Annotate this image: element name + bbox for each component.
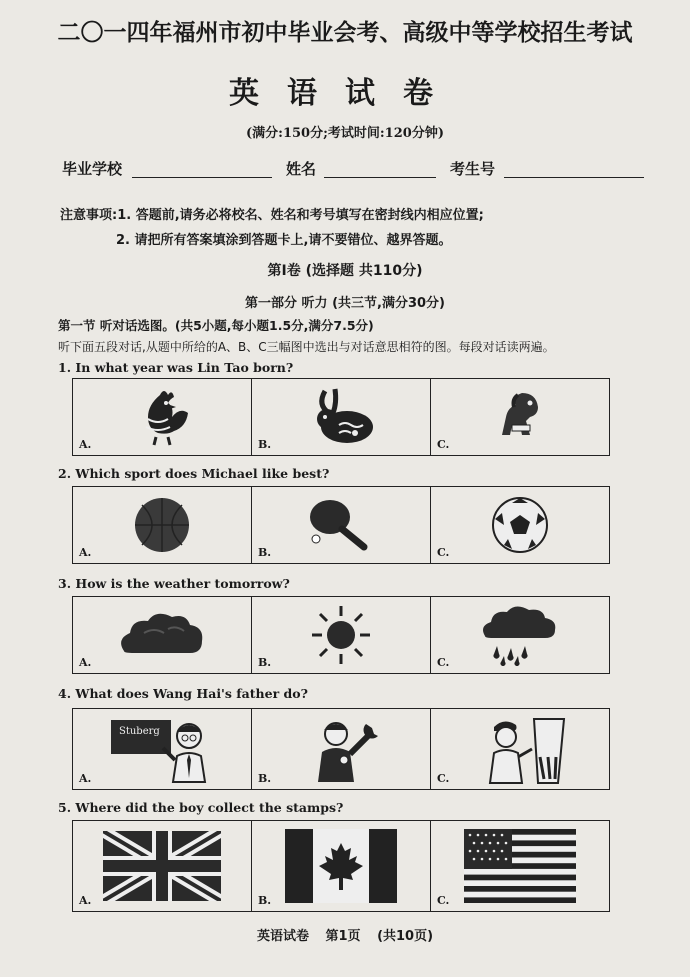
option-label: B. <box>258 772 272 785</box>
option-label: A. <box>79 546 92 559</box>
note-line-1: 注意事项:1. 答题前,请务必将校名、姓名和考号填写在密封线内相应位置; <box>60 208 484 223</box>
option-c[interactable] <box>431 709 609 789</box>
option-label: A. <box>79 894 92 907</box>
question-5-options <box>72 820 610 912</box>
option-label: A. <box>79 438 92 451</box>
soccer-ball-icon <box>490 495 550 555</box>
question-2: 2. Which sport does Michael like best? <box>58 466 330 481</box>
exam-no-field[interactable] <box>504 177 644 178</box>
section-title: 第一部分 听力 (共三节,满分30分) <box>245 296 445 311</box>
name-label: 姓名 <box>286 160 317 178</box>
part1-title: 第Ⅰ卷 (选择题 共110分) <box>267 263 423 279</box>
ping-pong-paddle-icon <box>306 497 376 553</box>
option-c[interactable] <box>431 597 609 673</box>
question-4: 4. What does Wang Hai's father do? <box>58 686 308 701</box>
option-label: B. <box>258 546 272 559</box>
question-1-options <box>72 378 610 456</box>
option-b[interactable] <box>252 487 431 563</box>
rain-cloud-icon <box>477 604 563 666</box>
name-field[interactable] <box>324 177 436 178</box>
sun-icon <box>310 604 372 666</box>
question-2-options <box>72 486 610 564</box>
question-5: 5. Where did the boy collect the stamps? <box>58 800 344 815</box>
option-b[interactable] <box>252 379 431 455</box>
board-text: Stuberg <box>119 726 160 737</box>
option-label: B. <box>258 656 272 669</box>
option-a[interactable] <box>73 597 252 673</box>
question-1: 1. In what year was Lin Tao born? <box>58 360 294 375</box>
score-info: (满分:150分;考试时间:120分钟) <box>246 126 444 141</box>
option-label: B. <box>258 438 272 451</box>
school-field[interactable] <box>132 177 272 178</box>
option-c[interactable] <box>431 379 609 455</box>
exam-title: 二〇一四年福州市初中毕业会考、高级中等学校招生考试 <box>57 20 633 46</box>
paper-subtitle: 英语试卷 <box>229 76 461 111</box>
exam-no-label: 考生号 <box>450 160 496 178</box>
option-label: A. <box>79 772 92 785</box>
school-label: 毕业学校 <box>62 160 123 178</box>
subsection-title: 第一节 听对话选图。(共5小题,每小题1.5分,满分7.5分) <box>58 318 374 333</box>
exam-notes <box>60 203 484 253</box>
option-b[interactable] <box>252 597 431 673</box>
option-a[interactable] <box>73 379 252 455</box>
teacher-icon <box>107 714 217 784</box>
option-label: B. <box>258 894 272 907</box>
us-flag-icon <box>464 829 576 903</box>
option-b[interactable] <box>252 709 431 789</box>
painter-icon <box>470 713 570 785</box>
cloud-icon <box>114 607 210 663</box>
instructions: 听下面五段对话,从题中所给的A、B、C三幅图中选出与对话意思相符的图。每段对话读两遍。 <box>58 340 555 354</box>
basketball-icon <box>132 495 192 555</box>
option-c[interactable] <box>431 821 609 911</box>
option-label: C. <box>437 438 450 451</box>
footer-subject: 英语试卷 <box>256 929 309 944</box>
option-label: C. <box>437 546 450 559</box>
option-a[interactable] <box>73 709 252 789</box>
option-a[interactable] <box>73 487 252 563</box>
rooster-icon <box>130 385 194 449</box>
question-4-options <box>72 708 610 790</box>
uk-flag-icon <box>103 831 221 901</box>
question-3-options <box>72 596 610 674</box>
option-b[interactable] <box>252 821 431 911</box>
option-label: C. <box>437 656 450 669</box>
canada-flag-icon <box>285 829 397 903</box>
rabbit-icon <box>305 387 377 447</box>
mechanic-icon <box>296 714 386 784</box>
horse-icon <box>488 385 552 449</box>
student-info-row <box>62 158 652 184</box>
option-c[interactable] <box>431 487 609 563</box>
option-label: C. <box>437 894 450 907</box>
note-line-2: 2. 请把所有答案填涂到答题卡上,请不要错位、越界答题。 <box>116 233 452 248</box>
question-3: 3. How is the weather tomorrow? <box>58 576 290 591</box>
footer-page: 第1页 <box>325 929 361 944</box>
footer-total: (共10页) <box>377 929 434 944</box>
option-label: C. <box>437 772 450 785</box>
option-a[interactable] <box>73 821 252 911</box>
page-footer <box>0 925 690 944</box>
option-label: A. <box>79 656 92 669</box>
